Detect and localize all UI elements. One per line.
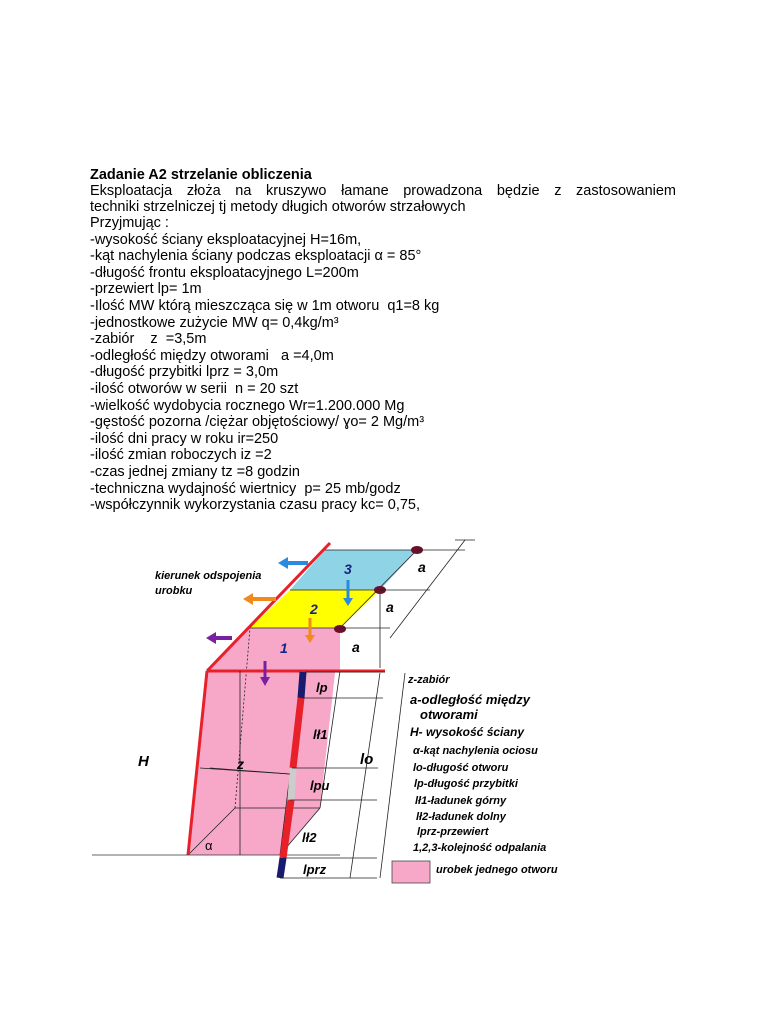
hole-subdrill (280, 858, 283, 878)
parameter-line: -jednostkowe zużycie MW q= 0,4kg/m³ (90, 314, 339, 331)
legend-item: otworami (420, 707, 478, 722)
hole-label-lp: lp (316, 680, 328, 695)
zone-number-2: 2 (310, 601, 318, 617)
spacing-label-3: a (352, 639, 360, 655)
legend-item: α-kąt nachylenia ociosu (413, 745, 538, 757)
spacing-label-1: a (418, 559, 426, 575)
hole-label-l1: lł1 (313, 727, 328, 742)
legend-item: lł2-ładunek dolny (416, 811, 506, 823)
legend-item: 1,2,3-kolejność odpalania (413, 842, 547, 854)
parameter-line: -kąt nachylenia ściany podczas eksploatacji α = 85° (90, 248, 422, 265)
parameter-line: -czas jednej zmiany tz =8 godzin (90, 463, 300, 480)
parameter-list (90, 232, 676, 514)
parameter-line: -ilość dni pracy w roku ir=250 (90, 430, 279, 447)
parameter-line: -ilość zmian roboczych iz =2 (90, 447, 272, 464)
legend-item: z-zabiór (408, 674, 450, 686)
hole-mark-1 (334, 625, 346, 633)
legend-item: lo-długość otworu (413, 762, 509, 774)
document-body (90, 167, 676, 514)
parameter-line: -przewiert lp= 1m (90, 281, 202, 298)
task-title: Zadanie A2 strzelanie obliczenia (90, 167, 312, 183)
parameter-line: -Ilość MW którą mieszcząca się w 1m otworu q1=8 kg (90, 297, 440, 314)
intro-line-1: Eksploatacja złoża na kruszywo łamane prowadzona będzie z zastosowaniem (90, 183, 676, 199)
hole-label-lprz: lprz (303, 862, 327, 877)
height-label: H (138, 753, 149, 770)
hole-stemming (301, 672, 303, 698)
direction-label-2: urobku (155, 585, 193, 597)
legend-swatch (392, 861, 430, 883)
parameter-line: -odległość między otworami a =4,0m (90, 347, 334, 364)
parameter-line: -długość przybitki lprz = 3,0m (90, 364, 279, 381)
hole-label-lpu: lpu (310, 778, 330, 793)
diagram-svg (80, 528, 680, 908)
assume-label: Przyjmując : (90, 215, 169, 231)
spacing-label-2: a (386, 599, 394, 615)
parameter-line: -współczynnik wykorzystania czasu pracy kc= 0,75, (90, 497, 421, 514)
legend-item: a-odległość między (410, 692, 530, 707)
hole-label-l2: lł2 (302, 830, 317, 845)
hole-spacer (291, 768, 293, 800)
blasting-diagram (80, 528, 680, 913)
parameter-line: -ilość otworów w serii n = 20 szt (90, 380, 299, 397)
block-left-face (188, 671, 280, 855)
hole-length-label: lo (360, 751, 374, 768)
legend-box-label: urobek jednego otworu (436, 864, 558, 876)
parameter-line: -techniczna wydajność wiertnicy p= 25 mb/godz (90, 480, 401, 497)
parameter-line: -wielkość wydobycia rocznego Wr=1.200.000 Mg (90, 397, 405, 414)
parameter-line: -gęstość pozorna /ciężar objętościowy/ ɣo= 2 Mg/m³ (90, 414, 425, 431)
direction-label-1: kierunek odspojenia (155, 570, 262, 582)
legend (392, 674, 558, 883)
legend-item: H- wysokość ściany (410, 725, 525, 739)
legend-item: lł1-ładunek górny (415, 795, 507, 807)
parameter-line: -długość frontu eksploatacyjnego L=200m (90, 264, 359, 281)
zone-3 (290, 550, 417, 590)
zone-number-1: 1 (280, 640, 288, 656)
burden-label: z (237, 756, 244, 772)
legend-item: lprz-przewiert (417, 826, 489, 838)
legend-item: lp-długość przybitki (414, 778, 518, 790)
parameter-line: -zabiór z =3,5m (90, 331, 207, 348)
intro-line-2: techniki strzelniczej tj metody długich otworów strzałowych (90, 199, 466, 215)
parameter-line: -wysokość ściany eksploatacyjnej H=16m, (90, 231, 362, 248)
angle-label: α (205, 838, 213, 853)
zone-number-3: 3 (344, 561, 352, 577)
